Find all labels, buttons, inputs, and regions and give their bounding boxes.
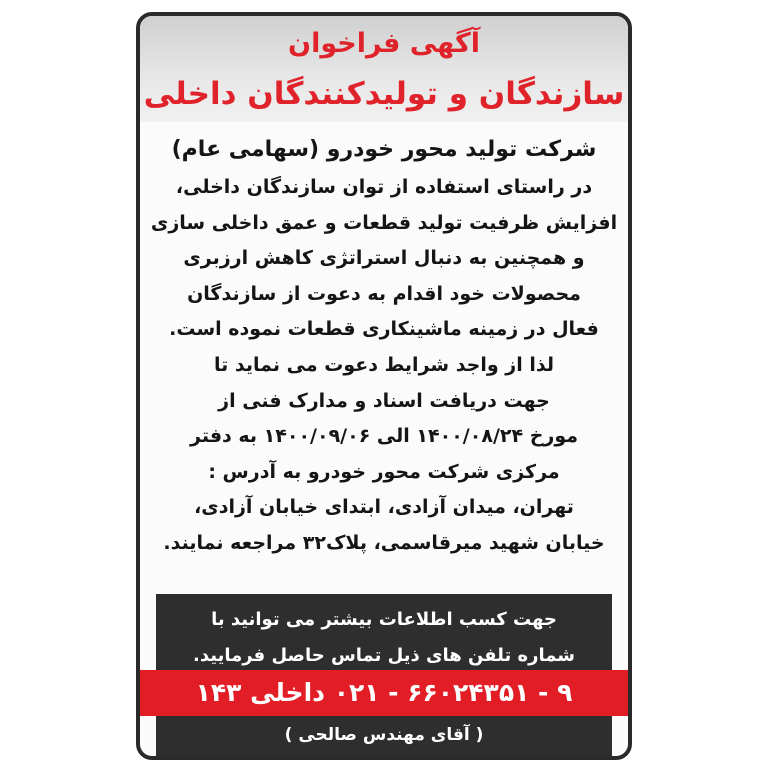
contact-info-panel xyxy=(156,594,612,682)
body-line: فعال در زمینه ماشینکاری قطعات نموده است. xyxy=(169,318,599,341)
contact-line: شماره تلفن های ذیل تماس حاصل فرمایید. xyxy=(192,645,576,666)
body-line: لذا از واجد شرایط دعوت می نماید تا xyxy=(214,353,554,376)
phone-number-band xyxy=(140,670,628,716)
body-line: جهت دریافت اسناد و مدارک فنی از xyxy=(218,389,550,412)
body-line: در راستای استفاده از توان سازندگان داخلی، xyxy=(175,176,593,198)
notice-header xyxy=(140,16,628,122)
address-line: تهران، میدان آزادی، ابتدای خیابان آزادی، xyxy=(194,496,574,519)
date-range-line: مورخ ۱۴۰۰/۰۸/۲۴ الی ۱۴۰۰/۰۹/۰۶ به دفتر xyxy=(190,425,578,448)
body-line: افزایش ظرفیت تولید قطعات و عمق داخلی سازی xyxy=(150,211,618,234)
body-line: مرکزی شرکت محور خودرو به آدرس : xyxy=(208,460,560,483)
body-line: محصولات خود اقدام به دعوت از سازندگان xyxy=(187,282,581,305)
notice-body xyxy=(140,130,628,562)
contact-line: جهت کسب اطلاعات بیشتر می توانید با xyxy=(211,609,557,630)
contact-person-panel xyxy=(156,716,612,756)
notice-card xyxy=(136,12,632,760)
phone-number: ۹ - ۶۶۰۲۴۳۵۱ - ۰۲۱ داخلی ۱۴۳ xyxy=(195,678,573,707)
notice-subtitle: سازندگان و تولیدکنندگان داخلی xyxy=(143,76,625,112)
company-name: شرکت تولید محور خودرو (سهامی عام) xyxy=(171,137,597,162)
contact-person: ( آقای مهندس صالحی ) xyxy=(284,725,484,745)
address-line: خیابان شهید میرقاسمی، پلاک۳۲ مراجعه نمایند. xyxy=(163,531,605,554)
notice-title: آگهی فراخوان xyxy=(288,28,480,59)
body-line: و همچنین به دنبال استراتژی کاهش ارزبری xyxy=(183,247,585,270)
